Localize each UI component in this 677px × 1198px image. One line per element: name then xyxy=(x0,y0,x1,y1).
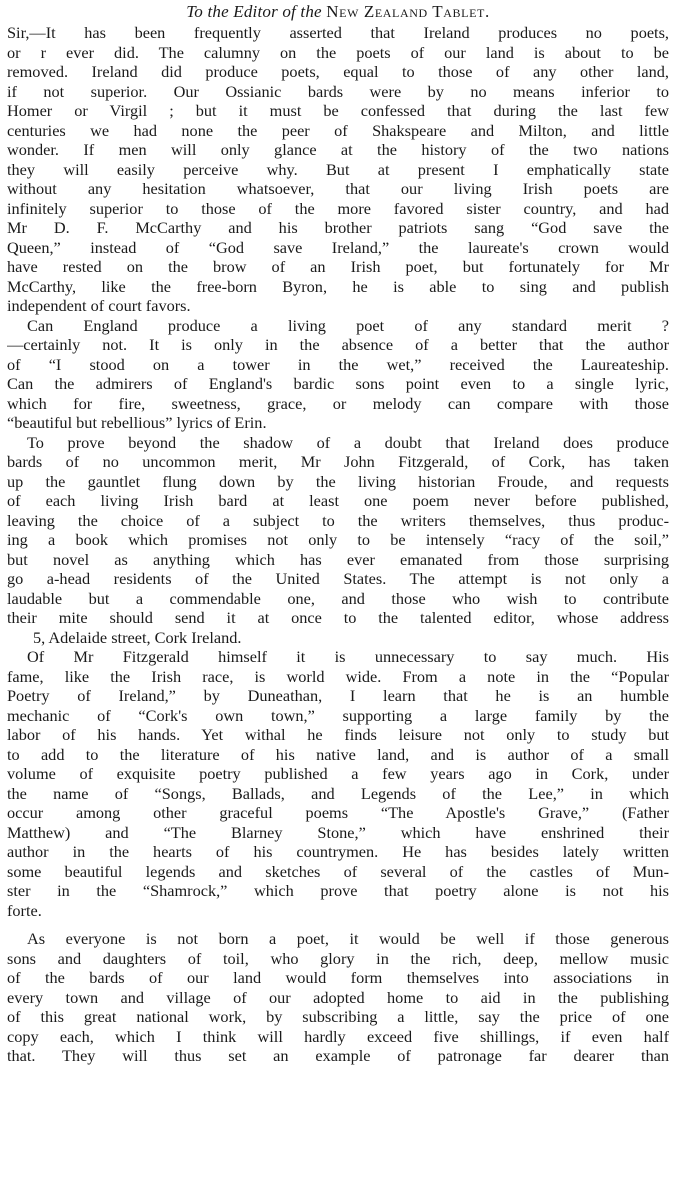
text-line: infinitely superior to those of the more favored sister country, and had xyxy=(7,198,669,218)
text-line: up the gauntlet flung down by the living historian Froude, and requests xyxy=(7,471,669,491)
text-line: forte. xyxy=(7,900,42,920)
text-line: laudable but a commendable one, and those who wish to contribute xyxy=(7,588,669,608)
text-line: every town and village of our adopted home to aid in the publishing xyxy=(7,987,669,1007)
text-line: their mite should send it at once to the talented editor, whose address xyxy=(7,608,669,627)
text-line: they will easily perceive why. But at present I emphatically state xyxy=(7,159,669,179)
text-line: bards of no uncommon merit, Mr John Fitzgerald, of Cork, has taken xyxy=(7,452,669,471)
text-line: “beautiful but rebellious” lyrics of Erin. xyxy=(7,413,267,432)
text-line: fame, like the Irish race, is world wide. From a note in the “Popular xyxy=(7,666,669,686)
text-line: Queen,” instead of “God save Ireland,” the laureate's crown would xyxy=(7,237,669,257)
text-line: or r ever did. The calumny on the poets of our land is about to be xyxy=(7,42,669,62)
text-line: wonder. If men will only glance at the history of the two nations xyxy=(7,140,669,159)
text-line: Can England produce a living poet of any standard merit ? xyxy=(27,315,669,335)
text-line: the name of “Songs, Ballads, and Legends of the Lee,” in which xyxy=(7,783,669,803)
paragraph-1 xyxy=(7,23,669,316)
text-line: independent of court favors. xyxy=(7,296,191,315)
text-line: which for fire, sweetness, grace, or melody can compare with those xyxy=(7,393,669,413)
text-line: Of Mr Fitzgerald himself it is unnecessary to say much. His xyxy=(27,647,669,666)
text-line: Matthew) and “The Blarney Stone,” which have enshrined their xyxy=(7,822,669,842)
text-line: of “I stood on a tower in the wet,” received the Laureateship. xyxy=(7,354,669,374)
paragraph-3 xyxy=(7,433,669,648)
text-line: As everyone is not born a poet, it would be well if those generous xyxy=(27,929,669,948)
text-line: have rested on the brow of an Irish poet, but fortunately for Mr xyxy=(7,257,669,276)
heading-publication: New Zealand Tablet. xyxy=(326,2,490,21)
paragraph-5 xyxy=(7,929,669,1066)
text-line: go a-head residents of the United States. The attempt is not only a xyxy=(7,569,669,588)
text-line: if not superior. Our Ossianic bards were by no means inferior to xyxy=(7,81,669,101)
text-line: ster in the “Shamrock,” which prove that poetry alone is not his xyxy=(7,881,669,900)
text-line: author in the hearts of his countrymen. He has besides lately written xyxy=(7,842,669,861)
paragraph-4 xyxy=(7,647,669,920)
paragraph-2 xyxy=(7,316,669,433)
text-line: that. They will thus set an example of patronage far dearer than xyxy=(7,1046,669,1065)
text-line: To prove beyond the shadow of a doubt that Ireland does produce xyxy=(27,432,669,452)
text-line: sons and daughters of toil, who glory in the rich, deep, mellow music xyxy=(7,948,669,968)
text-line: McCarthy, like the free-born Byron, he is able to sing and publish xyxy=(7,276,669,296)
text-line: Sir,—It has been frequently asserted that Ireland produces no poets, xyxy=(7,23,669,42)
text-line: without any hesitation whatsoever, that our living Irish poets are xyxy=(7,179,669,198)
heading-prefix: To the Editor of the xyxy=(186,2,327,21)
text-line: to add to the literature of his native land, and is author of a small xyxy=(7,744,669,764)
text-line: occur among other graceful poems “The Apostle's Grave,” (Father xyxy=(7,803,669,822)
text-line: but novel as anything which has ever emanated from those surprising xyxy=(7,549,669,569)
text-line: Homer or Virgil ; but it must be confessed that during the last few xyxy=(7,101,669,120)
text-line: copy each, which I think will hardly exceed five shillings, if even half xyxy=(7,1026,669,1046)
text-line: volume of exquisite poetry published a few years ago in Cork, under xyxy=(7,764,669,783)
text-line: Poetry of Ireland,” by Duneathan, I learn that he is an humble xyxy=(7,686,669,705)
text-line: 5, Adelaide street, Cork Ireland. xyxy=(33,627,242,647)
text-line: labor of his hands. Yet withal he finds leisure not only to study but xyxy=(7,725,669,744)
text-line: of this great national work, by subscribing a little, say the price of one xyxy=(7,1007,669,1026)
text-line: —certainly not. It is only in the absence of a better that the author xyxy=(7,335,669,354)
letter-heading xyxy=(7,2,669,22)
text-line: removed. Ireland did produce poets, equal to those of any other land, xyxy=(7,62,669,81)
text-line: of the bards of our land would form themselves into associations in xyxy=(7,968,669,987)
text-line: ing a book which promises not only to be intensely “racy of the soil,” xyxy=(7,530,669,549)
text-line: some beautiful legends and sketches of several of the castles of Mun- xyxy=(7,861,669,881)
text-line: Can the admirers of England's bardic sons point even to a single lyric, xyxy=(7,374,669,393)
text-line: Mr D. F. McCarthy and his brother patriots sang “God save the xyxy=(7,218,669,237)
text-line: of each living Irish bard at least one poem never before published, xyxy=(7,491,669,510)
text-line: centuries we had none the peer of Shakspeare and Milton, and little xyxy=(7,120,669,140)
text-line: leaving the choice of a subject to the writers themselves, thus produc- xyxy=(7,510,669,530)
text-line: mechanic of “Cork's own town,” supporting a large family by the xyxy=(7,705,669,725)
